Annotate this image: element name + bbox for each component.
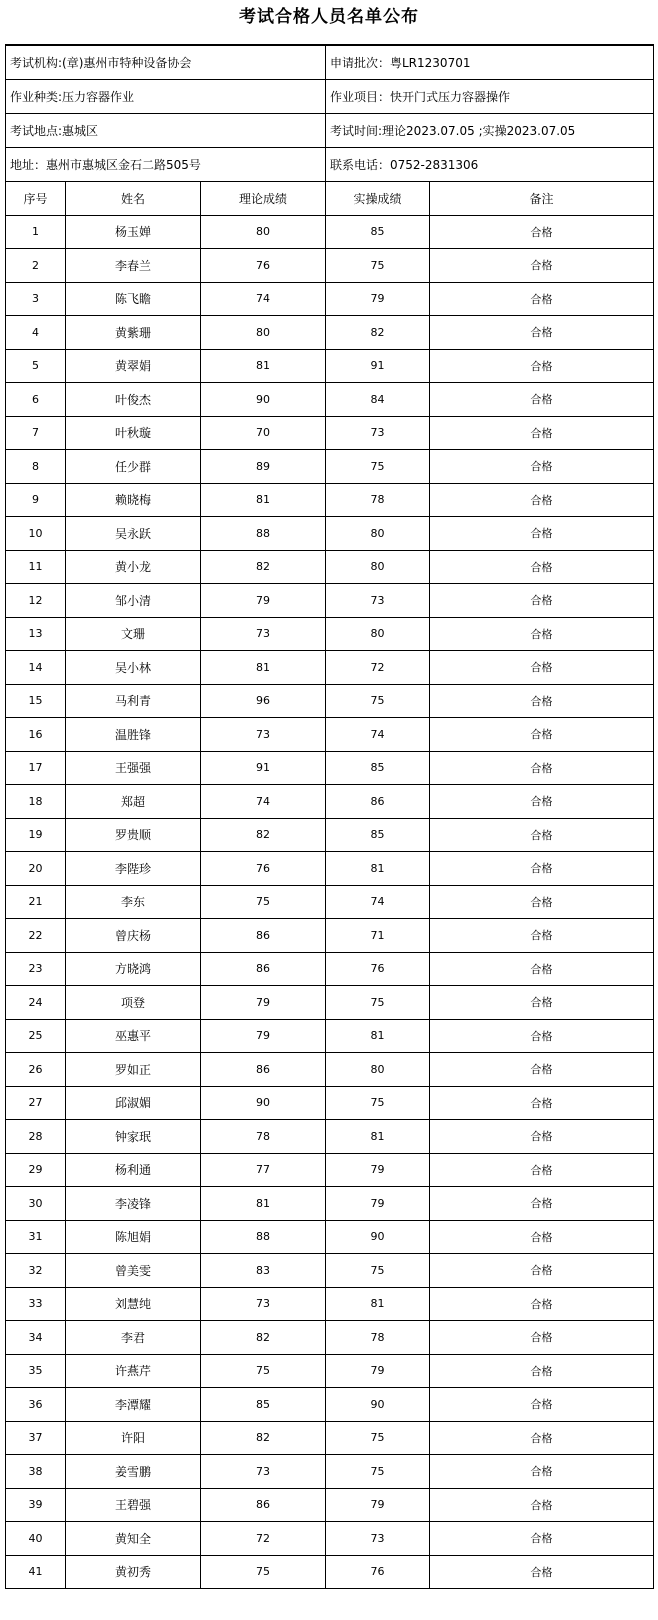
- cell-no: 15: [6, 684, 66, 718]
- cell-remark: 合格: [430, 584, 654, 618]
- cell-no: 37: [6, 1421, 66, 1455]
- cell-no: 35: [6, 1354, 66, 1388]
- cell-theory: 82: [201, 1321, 326, 1355]
- cell-theory: 73: [201, 1287, 326, 1321]
- cell-name: 李东: [66, 885, 201, 919]
- exam-org: 考试机构:(章)惠州市特种设备协会: [6, 45, 326, 80]
- cell-practice: 73: [326, 1522, 430, 1556]
- cell-name: 姜雪鹏: [66, 1455, 201, 1489]
- cell-practice: 73: [326, 416, 430, 450]
- cell-practice: 80: [326, 617, 430, 651]
- cell-no: 39: [6, 1488, 66, 1522]
- cell-practice: 91: [326, 349, 430, 383]
- cell-remark: 合格: [430, 651, 654, 685]
- cell-theory: 90: [201, 1086, 326, 1120]
- cell-name: 陈飞瞻: [66, 282, 201, 316]
- table-row: [6, 1354, 654, 1388]
- table-row: [6, 952, 654, 986]
- cell-no: 3: [6, 282, 66, 316]
- cell-remark: 合格: [430, 1153, 654, 1187]
- table-row: [6, 416, 654, 450]
- table-row: [6, 684, 654, 718]
- cell-remark: 合格: [430, 1354, 654, 1388]
- cell-practice: 85: [326, 215, 430, 249]
- cell-practice: 76: [326, 1555, 430, 1589]
- table-row: [6, 885, 654, 919]
- cell-name: 王碧强: [66, 1488, 201, 1522]
- cell-remark: 合格: [430, 751, 654, 785]
- exam-location: 考试地点:惠城区: [6, 114, 326, 148]
- cell-remark: 合格: [430, 1019, 654, 1053]
- cell-name: 郑超: [66, 785, 201, 819]
- table-row: [6, 1220, 654, 1254]
- table-row: [6, 1388, 654, 1422]
- column-header-no: 序号: [6, 182, 66, 216]
- cell-theory: 88: [201, 517, 326, 551]
- cell-practice: 80: [326, 1053, 430, 1087]
- cell-remark: 合格: [430, 517, 654, 551]
- cell-theory: 96: [201, 684, 326, 718]
- cell-remark: 合格: [430, 483, 654, 517]
- cell-remark: 合格: [430, 852, 654, 886]
- cell-name: 罗如正: [66, 1053, 201, 1087]
- cell-no: 34: [6, 1321, 66, 1355]
- cell-practice: 72: [326, 651, 430, 685]
- cell-remark: 合格: [430, 1120, 654, 1154]
- cell-no: 11: [6, 550, 66, 584]
- cell-theory: 78: [201, 1120, 326, 1154]
- cell-practice: 86: [326, 785, 430, 819]
- cell-no: 17: [6, 751, 66, 785]
- table-row: [6, 1187, 654, 1221]
- cell-theory: 72: [201, 1522, 326, 1556]
- cell-name: 赖晓梅: [66, 483, 201, 517]
- cell-remark: 合格: [430, 1388, 654, 1422]
- cell-remark: 合格: [430, 416, 654, 450]
- cell-remark: 合格: [430, 1555, 654, 1589]
- cell-practice: 79: [326, 1488, 430, 1522]
- cell-no: 26: [6, 1053, 66, 1087]
- cell-remark: 合格: [430, 986, 654, 1020]
- cell-name: 邹小清: [66, 584, 201, 618]
- cell-theory: 75: [201, 1354, 326, 1388]
- cell-remark: 合格: [430, 450, 654, 484]
- table-row: [6, 282, 654, 316]
- cell-name: 任少群: [66, 450, 201, 484]
- cell-name: 文珊: [66, 617, 201, 651]
- cell-name: 曾美雯: [66, 1254, 201, 1288]
- cell-name: 邱淑媚: [66, 1086, 201, 1120]
- cell-name: 李春兰: [66, 249, 201, 283]
- info-row: [6, 148, 654, 182]
- table-row: [6, 316, 654, 350]
- column-header-practice: 实操成绩: [326, 182, 430, 216]
- cell-no: 7: [6, 416, 66, 450]
- cell-remark: 合格: [430, 818, 654, 852]
- cell-theory: 82: [201, 1421, 326, 1455]
- table-row: [6, 818, 654, 852]
- cell-name: 黄小龙: [66, 550, 201, 584]
- cell-practice: 75: [326, 249, 430, 283]
- table-row: [6, 1555, 654, 1589]
- cell-theory: 89: [201, 450, 326, 484]
- cell-no: 23: [6, 952, 66, 986]
- cell-theory: 80: [201, 215, 326, 249]
- cell-theory: 75: [201, 1555, 326, 1589]
- cell-practice: 85: [326, 751, 430, 785]
- cell-name: 李陛珍: [66, 852, 201, 886]
- cell-theory: 73: [201, 718, 326, 752]
- cell-practice: 75: [326, 1254, 430, 1288]
- cell-name: 吴小林: [66, 651, 201, 685]
- cell-theory: 80: [201, 316, 326, 350]
- cell-no: 30: [6, 1187, 66, 1221]
- cell-no: 25: [6, 1019, 66, 1053]
- cell-practice: 79: [326, 282, 430, 316]
- cell-remark: 合格: [430, 1455, 654, 1489]
- cell-practice: 85: [326, 818, 430, 852]
- cell-practice: 79: [326, 1187, 430, 1221]
- page-title: 考试合格人员名单公布: [239, 7, 419, 27]
- cell-name: 陈旭娟: [66, 1220, 201, 1254]
- cell-practice: 71: [326, 919, 430, 953]
- cell-theory: 76: [201, 249, 326, 283]
- results-table: [5, 44, 654, 1589]
- cell-remark: 合格: [430, 1522, 654, 1556]
- cell-theory: 70: [201, 416, 326, 450]
- cell-name: 杨玉婵: [66, 215, 201, 249]
- cell-theory: 76: [201, 852, 326, 886]
- table-row: [6, 986, 654, 1020]
- cell-name: 黄紫珊: [66, 316, 201, 350]
- info-row: [6, 80, 654, 114]
- cell-name: 李凌锋: [66, 1187, 201, 1221]
- cell-practice: 75: [326, 684, 430, 718]
- cell-practice: 75: [326, 1421, 430, 1455]
- cell-practice: 81: [326, 1019, 430, 1053]
- cell-no: 8: [6, 450, 66, 484]
- cell-practice: 78: [326, 1321, 430, 1355]
- info-row: [6, 45, 654, 80]
- cell-name: 王强强: [66, 751, 201, 785]
- cell-theory: 86: [201, 1488, 326, 1522]
- cell-theory: 79: [201, 1019, 326, 1053]
- table-row: [6, 617, 654, 651]
- cell-practice: 75: [326, 1455, 430, 1489]
- cell-no: 14: [6, 651, 66, 685]
- cell-no: 38: [6, 1455, 66, 1489]
- cell-no: 32: [6, 1254, 66, 1288]
- cell-name: 黄翠娟: [66, 349, 201, 383]
- contact-phone: 联系电话：0752-2831306: [326, 148, 654, 182]
- cell-remark: 合格: [430, 718, 654, 752]
- cell-name: 李潭耀: [66, 1388, 201, 1422]
- application-batch: 申请批次：粤LR1230701: [326, 45, 654, 80]
- cell-no: 31: [6, 1220, 66, 1254]
- work-project: 作业项目：快开门式压力容器操作: [326, 80, 654, 114]
- table-row: [6, 1053, 654, 1087]
- table-row: [6, 215, 654, 249]
- cell-remark: 合格: [430, 550, 654, 584]
- cell-no: 4: [6, 316, 66, 350]
- table-row: [6, 517, 654, 551]
- cell-no: 33: [6, 1287, 66, 1321]
- cell-no: 36: [6, 1388, 66, 1422]
- cell-theory: 73: [201, 1455, 326, 1489]
- cell-no: 41: [6, 1555, 66, 1589]
- cell-remark: 合格: [430, 215, 654, 249]
- cell-practice: 84: [326, 383, 430, 417]
- cell-theory: 79: [201, 584, 326, 618]
- cell-practice: 90: [326, 1220, 430, 1254]
- table-row: [6, 450, 654, 484]
- cell-name: 项登: [66, 986, 201, 1020]
- cell-no: 20: [6, 852, 66, 886]
- cell-name: 温胜锋: [66, 718, 201, 752]
- cell-theory: 82: [201, 550, 326, 584]
- cell-no: 22: [6, 919, 66, 953]
- table-row: [6, 249, 654, 283]
- column-header-remark: 备注: [430, 182, 654, 216]
- table-row: [6, 1120, 654, 1154]
- cell-no: 5: [6, 349, 66, 383]
- cell-theory: 77: [201, 1153, 326, 1187]
- cell-name: 刘慧纯: [66, 1287, 201, 1321]
- cell-remark: 合格: [430, 1421, 654, 1455]
- cell-theory: 86: [201, 952, 326, 986]
- table-row: [6, 483, 654, 517]
- cell-practice: 73: [326, 584, 430, 618]
- cell-theory: 81: [201, 651, 326, 685]
- cell-no: 2: [6, 249, 66, 283]
- cell-theory: 75: [201, 885, 326, 919]
- cell-name: 罗贵顺: [66, 818, 201, 852]
- table-row: [6, 718, 654, 752]
- table-row: [6, 1321, 654, 1355]
- cell-practice: 82: [326, 316, 430, 350]
- info-row: [6, 114, 654, 148]
- table-row: [6, 1287, 654, 1321]
- table-row: [6, 785, 654, 819]
- cell-remark: 合格: [430, 1187, 654, 1221]
- cell-theory: 83: [201, 1254, 326, 1288]
- cell-theory: 88: [201, 1220, 326, 1254]
- cell-practice: 76: [326, 952, 430, 986]
- cell-practice: 90: [326, 1388, 430, 1422]
- cell-name: 叶秋璇: [66, 416, 201, 450]
- cell-theory: 86: [201, 919, 326, 953]
- cell-name: 吴永跃: [66, 517, 201, 551]
- address: 地址：惠州市惠城区金石二路505号: [6, 148, 326, 182]
- table-row: [6, 550, 654, 584]
- table-row: [6, 1254, 654, 1288]
- column-header-theory: 理论成绩: [201, 182, 326, 216]
- cell-remark: 合格: [430, 1254, 654, 1288]
- cell-theory: 86: [201, 1053, 326, 1087]
- cell-name: 李君: [66, 1321, 201, 1355]
- exam-time: 考试时间:理论2023.07.05 ;实操2023.07.05: [326, 114, 654, 148]
- column-header-row: [6, 182, 654, 216]
- table-row: [6, 651, 654, 685]
- cell-no: 12: [6, 584, 66, 618]
- cell-name: 钟家珉: [66, 1120, 201, 1154]
- cell-name: 曾庆杨: [66, 919, 201, 953]
- cell-name: 叶俊杰: [66, 383, 201, 417]
- table-row: [6, 584, 654, 618]
- cell-practice: 81: [326, 1287, 430, 1321]
- cell-no: 24: [6, 986, 66, 1020]
- cell-name: 方晓鸿: [66, 952, 201, 986]
- cell-no: 13: [6, 617, 66, 651]
- cell-no: 40: [6, 1522, 66, 1556]
- table-row: [6, 383, 654, 417]
- cell-practice: 80: [326, 517, 430, 551]
- cell-remark: 合格: [430, 316, 654, 350]
- cell-practice: 79: [326, 1354, 430, 1388]
- cell-name: 马利青: [66, 684, 201, 718]
- cell-remark: 合格: [430, 684, 654, 718]
- cell-no: 16: [6, 718, 66, 752]
- cell-theory: 85: [201, 1388, 326, 1422]
- cell-name: 黄知全: [66, 1522, 201, 1556]
- cell-practice: 81: [326, 852, 430, 886]
- cell-name: 杨利通: [66, 1153, 201, 1187]
- cell-remark: 合格: [430, 617, 654, 651]
- cell-name: 巫惠平: [66, 1019, 201, 1053]
- cell-theory: 81: [201, 349, 326, 383]
- cell-remark: 合格: [430, 383, 654, 417]
- cell-remark: 合格: [430, 1053, 654, 1087]
- cell-remark: 合格: [430, 919, 654, 953]
- table-row: [6, 1522, 654, 1556]
- cell-no: 29: [6, 1153, 66, 1187]
- cell-no: 27: [6, 1086, 66, 1120]
- cell-no: 10: [6, 517, 66, 551]
- cell-practice: 79: [326, 1153, 430, 1187]
- cell-remark: 合格: [430, 1086, 654, 1120]
- cell-theory: 79: [201, 986, 326, 1020]
- table-row: [6, 1086, 654, 1120]
- cell-practice: 81: [326, 1120, 430, 1154]
- cell-remark: 合格: [430, 349, 654, 383]
- cell-theory: 91: [201, 751, 326, 785]
- cell-no: 1: [6, 215, 66, 249]
- cell-no: 9: [6, 483, 66, 517]
- cell-practice: 75: [326, 986, 430, 1020]
- table-row: [6, 349, 654, 383]
- cell-theory: 74: [201, 785, 326, 819]
- cell-remark: 合格: [430, 785, 654, 819]
- table-row: [6, 751, 654, 785]
- cell-remark: 合格: [430, 282, 654, 316]
- table-row: [6, 1153, 654, 1187]
- cell-no: 18: [6, 785, 66, 819]
- cell-name: 许阳: [66, 1421, 201, 1455]
- cell-no: 21: [6, 885, 66, 919]
- cell-remark: 合格: [430, 1220, 654, 1254]
- cell-practice: 74: [326, 718, 430, 752]
- cell-practice: 74: [326, 885, 430, 919]
- cell-remark: 合格: [430, 1287, 654, 1321]
- cell-practice: 75: [326, 450, 430, 484]
- table-row: [6, 852, 654, 886]
- cell-remark: 合格: [430, 885, 654, 919]
- cell-theory: 81: [201, 1187, 326, 1221]
- table-row: [6, 919, 654, 953]
- table-row: [6, 1421, 654, 1455]
- cell-practice: 78: [326, 483, 430, 517]
- cell-remark: 合格: [430, 1321, 654, 1355]
- cell-theory: 90: [201, 383, 326, 417]
- cell-no: 28: [6, 1120, 66, 1154]
- cell-remark: 合格: [430, 249, 654, 283]
- cell-theory: 73: [201, 617, 326, 651]
- cell-name: 许燕芹: [66, 1354, 201, 1388]
- cell-practice: 80: [326, 550, 430, 584]
- cell-theory: 74: [201, 282, 326, 316]
- table-row: [6, 1019, 654, 1053]
- column-header-name: 姓名: [66, 182, 201, 216]
- cell-no: 6: [6, 383, 66, 417]
- cell-remark: 合格: [430, 1488, 654, 1522]
- work-type: 作业种类:压力容器作业: [6, 80, 326, 114]
- cell-theory: 82: [201, 818, 326, 852]
- table-row: [6, 1488, 654, 1522]
- cell-theory: 81: [201, 483, 326, 517]
- table-row: [6, 1455, 654, 1489]
- cell-no: 19: [6, 818, 66, 852]
- cell-name: 黄初秀: [66, 1555, 201, 1589]
- cell-practice: 75: [326, 1086, 430, 1120]
- cell-remark: 合格: [430, 952, 654, 986]
